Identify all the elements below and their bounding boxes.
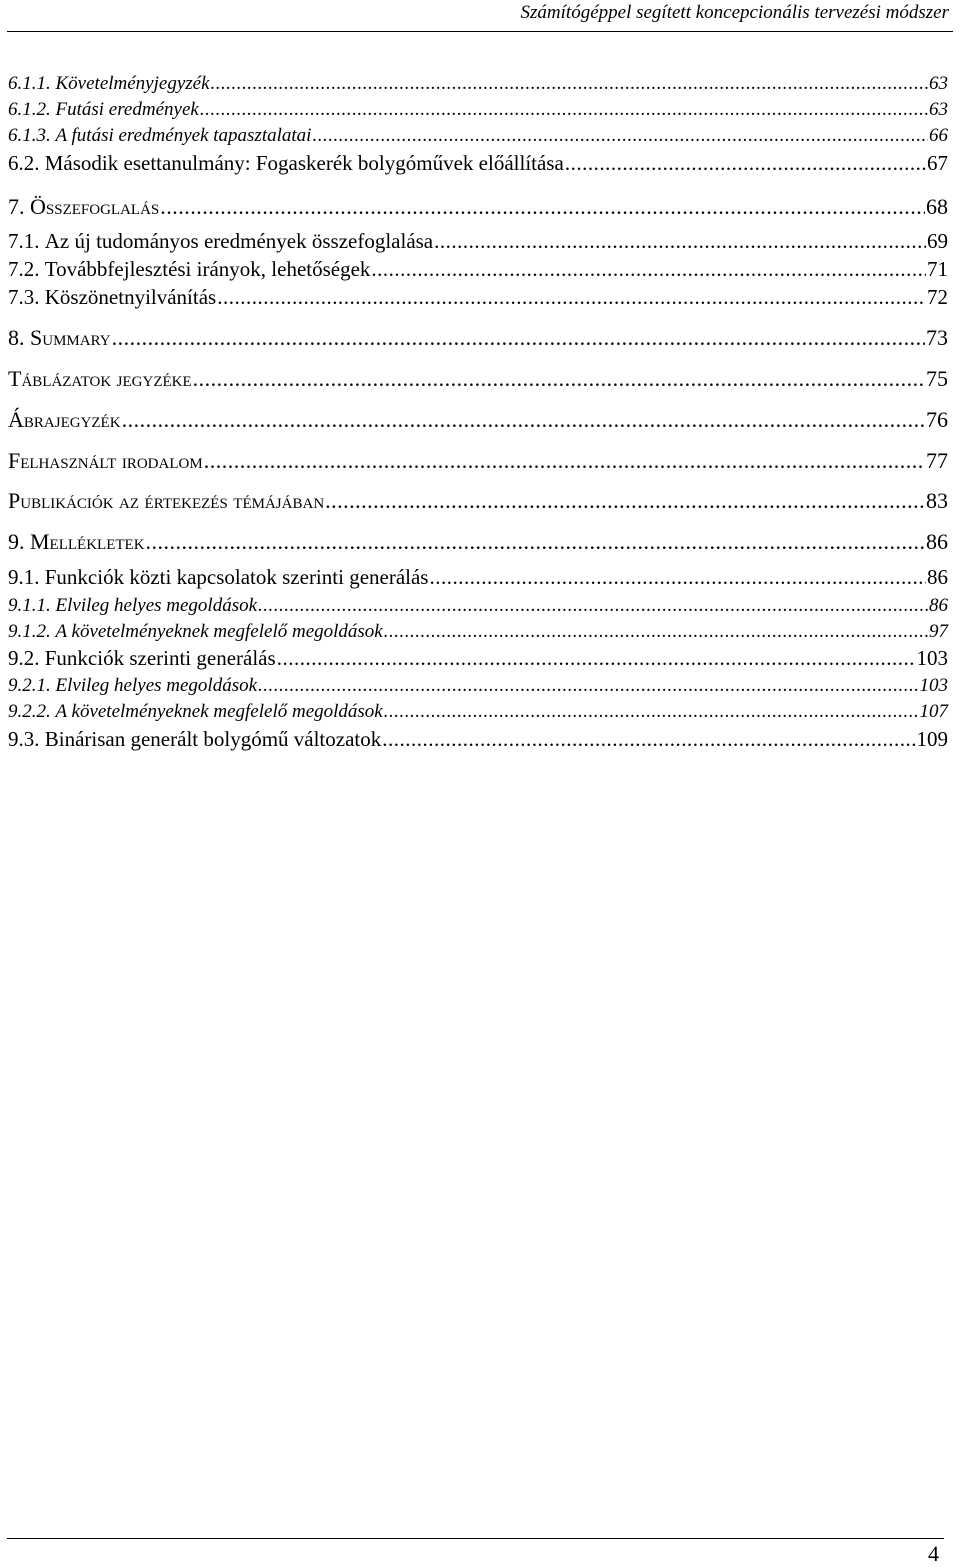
toc-leader-dots [160, 196, 925, 218]
toc-leader-dots [122, 409, 925, 431]
toc-entry-page: 86 [929, 595, 948, 616]
toc-leader-dots [217, 287, 926, 308]
toc-entry-page: 86 [927, 565, 948, 589]
toc-leader-dots [312, 126, 928, 145]
toc-entry-title: Binárisan generált bolygómű változatok [44, 727, 382, 751]
toc-entry-title: Továbbfejlesztési irányok, lehetőségek [44, 257, 371, 281]
toc-entry-page: 83 [926, 488, 948, 513]
toc-entry-title: Felhasznált irodalom [8, 448, 203, 473]
toc-entry-title: Köszönetnyilvánítás [44, 285, 217, 309]
toc-entry-page: 63 [929, 99, 948, 120]
toc-entry-title: Az új tudományos eredmények összefoglalása [44, 229, 434, 253]
toc-leader-dots [204, 450, 925, 472]
toc-entry-number: 7.2. [8, 257, 40, 281]
toc-leader-dots [146, 531, 925, 553]
toc-leader-dots [384, 702, 919, 721]
toc-leader-dots [382, 729, 915, 750]
toc-entry-page: 103 [916, 646, 948, 670]
toc-entry-title: A futási eredmények tapasztalatai [55, 125, 312, 146]
toc-leader-dots [258, 676, 918, 695]
toc-leader-dots [211, 74, 928, 93]
toc-entry-number: 9.3. [8, 727, 40, 751]
toc-entry-number: 9.2.2. [8, 701, 51, 722]
toc-entry[interactable] [8, 531, 948, 553]
running-header-title: Számítógéppel segített koncepcionális tervezési módszer [520, 2, 949, 23]
toc-entry-title: A követelményeknek megfelelő megoldások [55, 621, 383, 642]
toc-entry-title: Mellékletek [30, 529, 145, 554]
toc-leader-dots [434, 231, 926, 252]
toc-entry-number: 9.1.1. [8, 595, 51, 616]
toc-entry-number: 9.1. [8, 565, 40, 589]
toc-entry-title: Elvileg helyes megoldások [55, 595, 258, 616]
toc-entry-number: 9.2.1. [8, 675, 51, 696]
toc-entry-number: 7.3. [8, 285, 40, 309]
toc-entry-page: 109 [916, 727, 948, 751]
toc-entry[interactable] [8, 729, 948, 750]
toc-entry-title: Summary [30, 325, 111, 350]
toc-entry-title: Második esettanulmány: Fogaskerék bolygóművek előállítása [44, 151, 564, 175]
toc-entry-page: 63 [929, 73, 948, 94]
toc-entry-page: 73 [926, 325, 948, 350]
toc-leader-dots [384, 622, 928, 641]
toc-entry-title: Táblázatok jegyzéke [8, 366, 192, 391]
toc-entry-page: 69 [927, 229, 948, 253]
toc-entry[interactable] [8, 702, 948, 721]
toc-entry-number: 7.1. [8, 229, 40, 253]
toc-entry-number: 9.2. [8, 646, 40, 670]
toc-entry-number: 7. [8, 194, 25, 219]
toc-entry[interactable] [8, 126, 948, 145]
toc-leader-dots [112, 327, 925, 349]
toc-entry-page: 86 [926, 529, 948, 554]
toc-entry[interactable] [8, 368, 948, 390]
toc-entry[interactable] [8, 567, 948, 588]
toc-entry[interactable] [8, 259, 948, 280]
toc-entry[interactable] [8, 450, 948, 472]
toc-entry[interactable] [8, 490, 948, 512]
toc-entry-number: 9.1.2. [8, 621, 51, 642]
toc-entry-title: Publikációk az értekezés témájában [8, 488, 325, 513]
toc-entry-number: 6.1.1. [8, 73, 51, 94]
toc-entry[interactable] [8, 648, 948, 669]
toc-entry-page: 107 [919, 701, 948, 722]
toc-entry-title: Elvileg helyes megoldások [55, 675, 258, 696]
toc-entry-title: Funkciók közti kapcsolatok szerinti generálás [44, 565, 429, 589]
toc-entry-page: 75 [926, 366, 948, 391]
page-number: 4 [928, 1541, 939, 1566]
toc-leader-dots [429, 567, 926, 588]
toc-entry[interactable] [8, 100, 948, 119]
toc-leader-dots [371, 259, 926, 280]
toc-entry-page: 66 [929, 125, 948, 146]
toc-entry-title: Követelményjegyzék [55, 73, 210, 94]
toc-entry-page: 76 [926, 407, 948, 432]
toc-entry-number: 9. [8, 529, 25, 554]
toc-entry-title: Ábrajegyzék [8, 407, 121, 432]
toc-entry-title: Funkciók szerinti generálás [44, 646, 276, 670]
toc-leader-dots [200, 100, 928, 119]
toc-entry-page: 68 [926, 194, 948, 219]
toc-entry-page: 71 [927, 257, 948, 281]
toc-entry-page: 67 [927, 151, 948, 175]
toc-entry[interactable] [8, 74, 948, 93]
toc-entry-page: 103 [919, 675, 948, 696]
toc-leader-dots [258, 596, 928, 615]
toc-leader-dots [277, 648, 916, 669]
toc-entry-title: Futási eredmények [55, 99, 199, 120]
toc-entry-page: 77 [926, 448, 948, 473]
toc-entry-page: 97 [929, 621, 948, 642]
toc-leader-dots [565, 153, 926, 174]
toc-entry[interactable] [8, 596, 948, 615]
toc-entry-title: A követelményeknek megfelelő megoldások [55, 701, 383, 722]
toc-entry-number: 6.1.3. [8, 125, 51, 146]
toc-leader-dots [193, 368, 925, 390]
toc-entry-number: 6.2. [8, 151, 40, 175]
toc-entry[interactable] [8, 409, 948, 431]
toc-entry[interactable] [8, 676, 948, 695]
toc-entry[interactable] [8, 622, 948, 641]
toc-entry[interactable] [8, 153, 948, 174]
footer-divider [7, 1538, 944, 1539]
toc-entry-page: 72 [927, 285, 948, 309]
toc-entry-title: Összefoglalás [30, 194, 160, 219]
toc-entry[interactable] [8, 231, 948, 252]
toc-entry[interactable] [8, 287, 948, 308]
toc-entry[interactable] [8, 327, 948, 349]
toc-leader-dots [325, 490, 925, 512]
toc-entry-number: 8. [8, 325, 25, 350]
header-divider [7, 31, 953, 32]
toc-entry-number: 6.1.2. [8, 99, 51, 120]
toc-entry[interactable] [8, 196, 948, 218]
